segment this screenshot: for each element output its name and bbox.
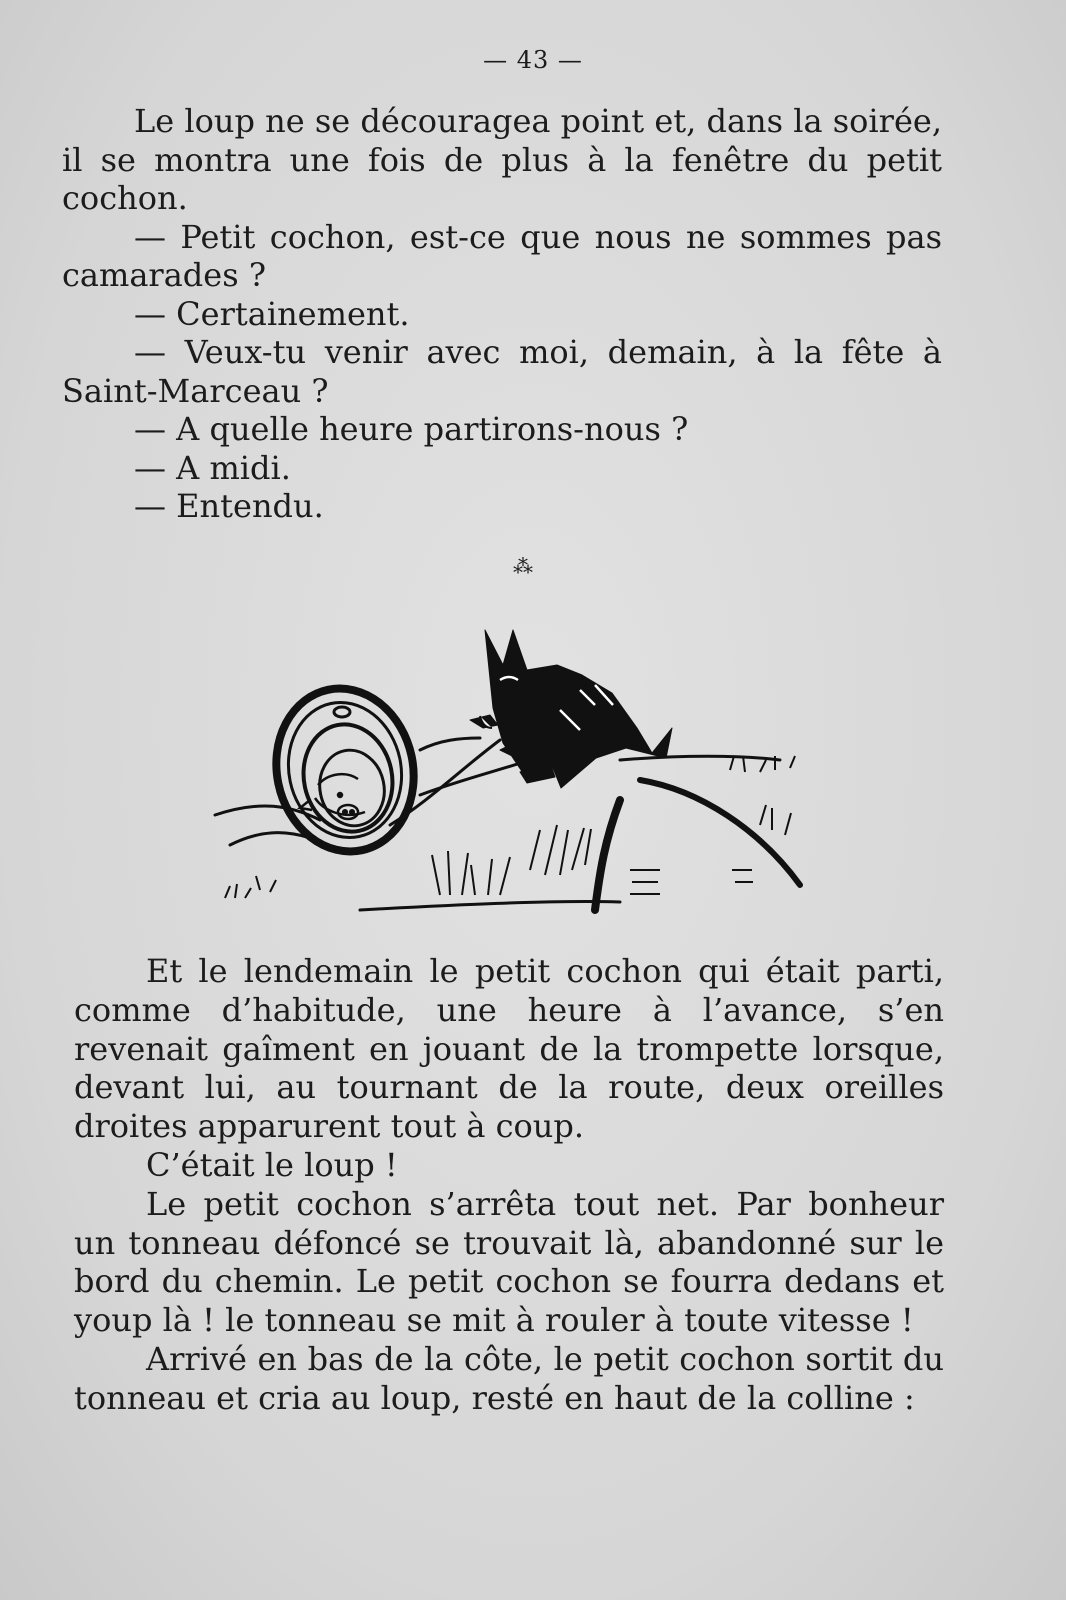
text-block-top (62, 102, 942, 526)
dialogue-line: — Certainement. (134, 294, 410, 333)
paragraph: Le petit cochon s’arrêta tout net. Par bonheur un tonneau défoncé se trouvait là, abandonné sur le bord du chemin. Le petit cochon se fourra dedans et youp là ! le tonneau se mit à rouler à toute vitesse ! (74, 1184, 944, 1340)
wolf-and-barrel-illustration (200, 620, 820, 920)
paragraph: Le loup ne se découragea point et, dans la soirée, il se montra une fois de plus à la fenêtre du petit cochon. (62, 102, 942, 217)
asterism-separator: ⁂ (513, 554, 533, 578)
dialogue-line: — A midi. (134, 448, 291, 487)
paragraph: Arrivé en bas de la côte, le petit cochon sortit du tonneau et cria au loup, resté en haut de la colline : (74, 1339, 944, 1417)
text-block-bottom (74, 952, 944, 1418)
page-number: — 43 — (483, 46, 583, 74)
paragraph: C’était le loup ! (146, 1145, 398, 1184)
dialogue-line: — Entendu. (134, 487, 324, 525)
paragraph: Et le lendemain le petit cochon qui était parti, comme d’habitude, une heure à l’avance, s’en revenait gaîment en jouant de la trompette lorsque, devant lui, au tournant de la route, deux oreilles droites apparurent tout à coup. (74, 952, 944, 1146)
dialogue-line: — Veux-tu venir avec moi, demain, à la fête à Saint-Marceau ? (62, 333, 942, 410)
dialogue-line: — Petit cochon, est-ce que nous ne sommes pas camarades ? (62, 217, 942, 294)
dialogue-line: — A quelle heure partirons-nous ? (134, 410, 689, 448)
